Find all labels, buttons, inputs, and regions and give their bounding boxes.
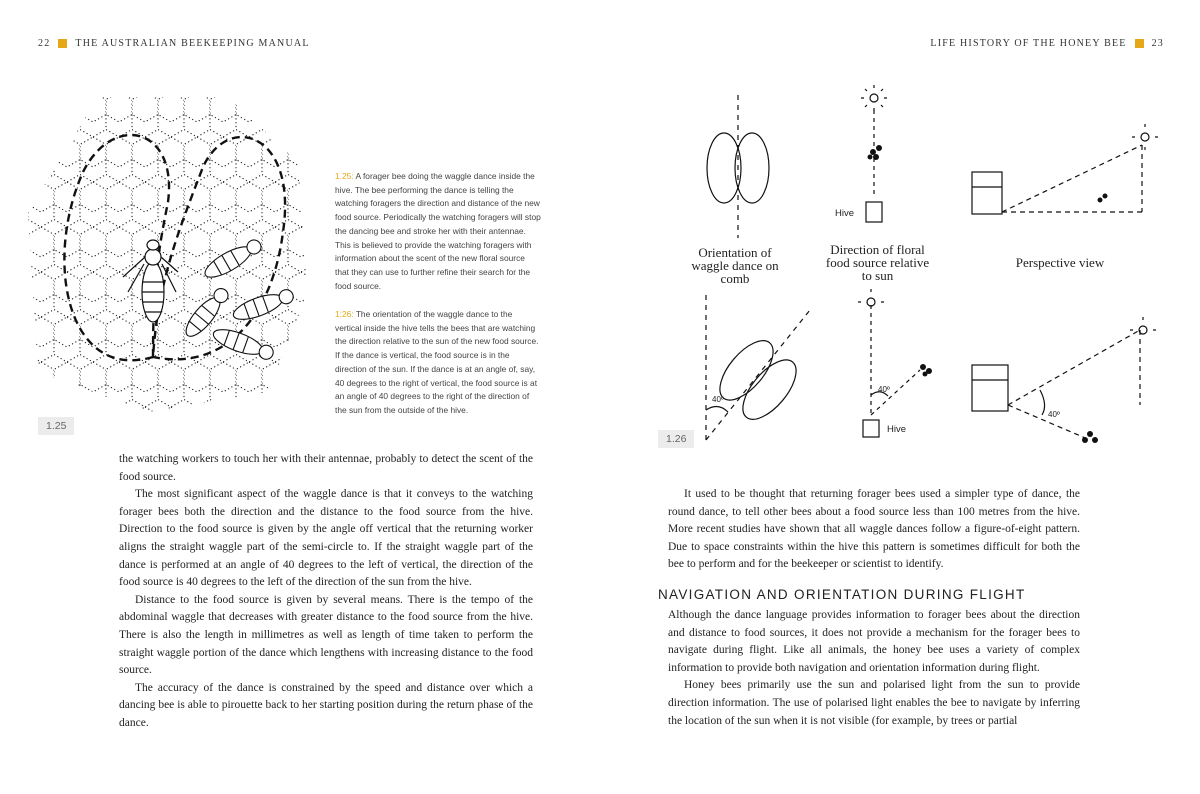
accent-square-icon — [1135, 39, 1144, 48]
figure-label-1-25: 1.25 — [38, 417, 74, 435]
paragraph: Although the dance language provides information to forager bees about the direction and distance to food sources, it does not provide a mechanism for the forager bees to navigate during flight. Like all animals, the honey bee uses a variety of complex information to provide both navigation and orientation information during flight. — [668, 609, 1080, 674]
diagram-column-title: Orientation of waggle dance on comb — [691, 245, 779, 286]
figure-caption — [335, 308, 541, 418]
right-page-number: 23 — [1151, 38, 1164, 49]
paragraph: It used to be thought that returning forager bees used a simpler type of dance, the round dance, to tell other bees about a food source less than 100 metres from the hive. More recent studies have shown that all waggle dances follow a figure-of-eight pattern. Due to space constraints within the hive this pattern is sometimes difficult for both the bee to perform and for the beekeeper or scientist to identify. — [668, 488, 1080, 571]
figure-caption — [335, 170, 541, 293]
accent-square-icon — [58, 39, 67, 48]
diagram-column-title: Perspective view — [1015, 255, 1105, 270]
caption-text: A forager bee doing the waggle dance inside the hive. The bee performing the dance is telling the watching foragers the direction and distance of the new food source. Periodically the watching foragers will stop the dancing bee and stroke her with their antennae. This is believed to provide the watching foragers with information about the scent of the new floral source that they can use to further refine their search for the food source. — [335, 171, 541, 291]
caption-number: 1:26: — [335, 309, 354, 319]
right-body-text — [668, 607, 1080, 730]
paragraph: The most significant aspect of the waggle dance is that it conveys to the watching forager bees both the direction and the distance to the food source from the hive. Direction to the food source is given by the angle off vertical that the returning worker aligns the straight waggle part of the semi-circle to. If the straight waggle part of the dance is performed at an angle of 40 degrees to the left of vertical, the direction of the food source is 40 degrees to the left of the direction of the sun from the hive. — [119, 488, 533, 589]
right-running-header — [930, 38, 1164, 49]
chapter-title: LIFE HISTORY OF THE HONEY BEE — [930, 38, 1127, 49]
paragraph: Honey bees primarily use the sun and polarised light from the sun to provide direction information. The use of polarised light enables the bee to navigate by inferring the location of the sun when it is not visible (for example, by trees or partial — [668, 679, 1080, 727]
diagram-column-title: Direction of floral food source relative to sun — [825, 242, 930, 283]
angle-label: 40º — [1048, 410, 1060, 419]
angle-label: 40º — [878, 385, 890, 394]
figure-label-1-26: 1.26 — [658, 430, 694, 448]
right-body-text — [668, 486, 1080, 574]
caption-text: The orientation of the waggle dance to the vertical inside the hive tells the bees that are watching the direction relative to the sun of the new food source. If the dance is vertical, the food source is in the direction of the sun. If the dance is at an angle of, say, 40 degrees to the right of vertical, the food source is at an angle of 40 degrees to the right of the direction of the sun from the outside of the hive. — [335, 309, 539, 415]
left-running-header — [38, 38, 310, 49]
section-heading: NAVIGATION AND ORIENTATION DURING FLIGHT — [658, 587, 1026, 602]
hive-label: Hive — [835, 208, 855, 219]
book-title: THE AUSTRALIAN BEEKEEPING MANUAL — [75, 38, 310, 49]
left-page-number: 22 — [38, 38, 51, 49]
angle-label: 40º — [712, 395, 724, 404]
waggle-dance-honeycomb-illustration — [28, 92, 313, 417]
caption-number: 1.25: — [335, 171, 354, 181]
paragraph: the watching workers to touch her with their antennae, probably to detect the scent of the food source. — [119, 453, 533, 483]
paragraph: Distance to the food source is given by several means. There is the tempo of the abdominal waggle that decreases with greater distance to the food source from the hive. There is also the length in millimetres as well as length of time taken to perform the straight waggle portion of the dance which lengthens with increasing distance to the food source. — [119, 593, 533, 677]
hive-label: Hive — [887, 424, 907, 435]
paragraph: The accuracy of the dance is constrained by the speed and distance over which a dancing bee is able to pirouette back to her starting position during the return phase of the dance. — [119, 681, 533, 729]
left-body-text — [119, 451, 533, 733]
